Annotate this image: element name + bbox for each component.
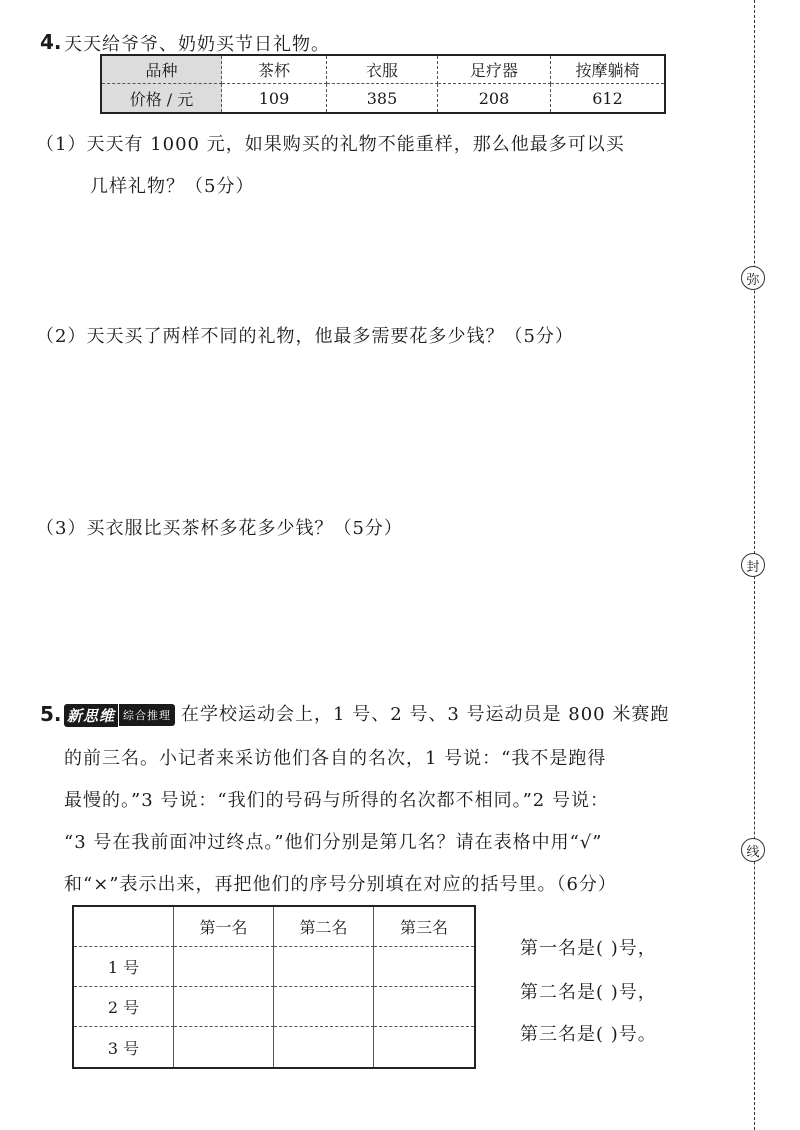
price-table-price: 109: [222, 84, 327, 112]
answer-third-place[interactable]: 第三名是( )号。: [520, 1024, 657, 1045]
question-5-number: 5.: [40, 702, 62, 726]
price-table-price: 385: [327, 84, 438, 112]
ranking-table-corner: [74, 907, 174, 947]
question-4-sub3: （3）买衣服比买茶杯多花多少钱？（5分）: [36, 518, 403, 539]
answer-first-place[interactable]: 第一名是( )号，: [520, 938, 657, 959]
ranking-table-col-header: 第二名: [274, 907, 374, 947]
question-4-sub1-line1: （1）天天有 1000 元，如果购买的礼物不能重样，那么他最多可以买: [36, 134, 625, 155]
ranking-table-answer-cell[interactable]: [274, 1027, 374, 1067]
ranking-table-answer-cell[interactable]: [374, 947, 474, 987]
question-4-sub2: （2）天天买了两样不同的礼物，他最多需要花多少钱？（5分）: [36, 326, 574, 347]
badge-main: 新思维: [64, 704, 118, 727]
price-table-item: 足疗器: [438, 56, 551, 84]
binding-mark-xian: 线: [741, 838, 765, 862]
ranking-table-row-header: 2 号: [74, 987, 174, 1027]
ranking-table-answer-cell[interactable]: [374, 1027, 474, 1067]
ranking-table-row-header: 1 号: [74, 947, 174, 987]
price-table-item: 按摩躺椅: [551, 56, 664, 84]
question-4-number: 4.: [40, 30, 62, 54]
question-4-title: 天天给爷爷、奶奶买节日礼物。: [64, 34, 330, 55]
price-table-item: 茶杯: [222, 56, 327, 84]
ranking-table-answer-cell[interactable]: [274, 947, 374, 987]
question-5-line5: 和“×”表示出来，再把他们的序号分别填在对应的括号里。（6分）: [64, 874, 617, 895]
badge-sub: 综合推理: [118, 704, 175, 726]
price-table-price: 612: [592, 88, 623, 108]
price-table: [100, 54, 666, 114]
ranking-table-answer-cell[interactable]: [374, 987, 474, 1027]
binding-mark-feng: 封: [741, 553, 765, 577]
ranking-table-row-header: 3 号: [74, 1027, 174, 1067]
ranking-table-answer-cell[interactable]: [174, 1027, 274, 1067]
ranking-table-answer-cell[interactable]: [274, 987, 374, 1027]
question-4-sub1-line2: 几样礼物？（5分）: [90, 176, 255, 197]
price-table-item: 衣服: [327, 56, 438, 84]
question-5-line3: 最慢的。”3 号说：“我们的号码与所得的名次都不相同。”2 号说：: [64, 790, 609, 811]
question-5-line4: “3 号在我前面冲过终点。”他们分别是第几名？请在表格中用“√”: [64, 832, 603, 853]
question-5-line2: 的前三名。小记者来采访他们各自的名次，1 号说：“我不是跑得: [64, 748, 607, 769]
ranking-table-answer-cell[interactable]: [174, 947, 274, 987]
answer-second-place[interactable]: 第二名是( )号，: [520, 982, 657, 1003]
ranking-table-answer-cell[interactable]: [174, 987, 274, 1027]
question-5-line1: 在学校运动会上，1 号、2 号、3 号运动员是 800 米赛跑: [181, 704, 670, 725]
price-table-price: 208: [438, 84, 551, 112]
ranking-table-col-header: 第一名: [174, 907, 274, 947]
ranking-table: [72, 905, 476, 1069]
price-table-header-item: 品种: [102, 56, 222, 84]
new-thinking-badge: [64, 704, 175, 727]
question-5-line1-wrap: [64, 700, 669, 727]
binding-mark-mi: 弥: [741, 266, 765, 290]
price-table-header-price: 价格 / 元: [102, 84, 222, 112]
ranking-table-col-header: 第三名: [374, 907, 474, 947]
